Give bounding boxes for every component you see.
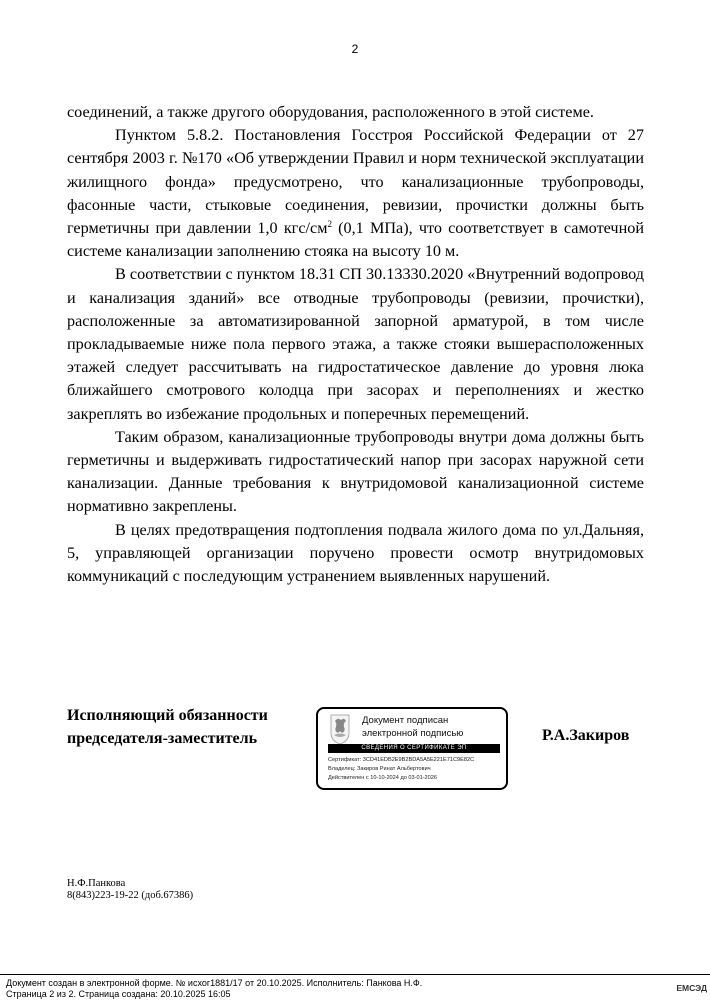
superscript-squared: 2 xyxy=(327,219,332,230)
page-number: 2 xyxy=(351,42,359,56)
paragraph-conclusion: Таким образом, канализационные трубопроводы внутри дома должны быть герметичны и выдерживать гидростатический напор при засорах наружной сети канализации. Данные требования к внутридомовой канализационной системе нормативно закреплены. xyxy=(67,427,644,516)
footer-document-info xyxy=(6,978,422,999)
paragraph-gosstroy xyxy=(67,124,644,263)
electronic-signature-stamp xyxy=(316,707,508,790)
paragraph-sp-30: В соответствии с пунктом 18.31 СП 30.13330.2020 «Внутренний водопровод и канализация зданий» все отводные трубопроводы (ревизии, прочистки), расположенные за автоматизированной запорной арматурой, в том числе прокладываемые ниже пола первого этажа, а также стояки вышерасположенных этажей следует рассчитывать на гидростатическое давление до уровня люка ближайшего смотрового колодца при засорах и переполнениях и жестко закреплять во избежание продольных и поперечных перемещений. xyxy=(67,265,644,423)
paragraph-continuation: соединений, а также другого оборудования, расположенного в этой системе. xyxy=(67,103,594,121)
paragraph-action: В целях предотвращения подтопления подвала жилого дома по ул.Дальняя, 5, управляющей организации поручено провести осмотр внутридомовых коммуникаций с последующим устранением выявленных нарушений. xyxy=(67,520,644,586)
ep-certificate-validity: Действителен с 10-10-2024 до 03-01-2026 xyxy=(328,775,437,781)
ep-certificate-header: СВЕДЕНИЯ О СЕРТИФИКАТЕ ЭП xyxy=(328,744,500,753)
footer-line2: Страница 2 из 2. Страница создана: 20.10.2025 16:05 xyxy=(6,988,231,999)
paragraph-gosstroy-text: Пунктом 5.8.2. Постановления Госстроя Российской Федерации от 27 сентября 2003 г. №170 «Об утверждении Правил и норм технической эксплуатации жилищного фонда» предусмотрено, что канализационные трубопроводы, фасонные части, стыковые соединения, ревизии, прочистки должны быть герметичны при давлении 1,0 кгс/см xyxy=(67,126,644,238)
signer-title-line2: председателя-заместитель xyxy=(67,730,258,747)
footer-divider xyxy=(0,974,710,975)
executor-phone: 8(843)223-19-22 (доб.67386) xyxy=(67,890,194,901)
footer-brand: ЕМСЭД xyxy=(676,983,707,993)
ep-stamp-title xyxy=(362,715,463,740)
executor-name: Н.Ф.Панкова xyxy=(67,878,126,889)
signer-title xyxy=(67,704,268,750)
signer-title-line1: Исполняющий обязанности xyxy=(67,707,268,724)
letter-body xyxy=(67,101,644,588)
paragraph-gosstroy-tail: (0,1 МПа), что соответствует в самотечной системе канализации заполнению стояка на высоту 10 м. xyxy=(67,219,644,261)
ep-stamp-title-line2: электронной подписью xyxy=(362,727,464,739)
ep-certificate-number: Сертификат: 3CD41EDB2E9B2BDA5A5E221E71C9E82C xyxy=(328,757,475,763)
coat-of-arms-icon xyxy=(329,713,351,745)
ep-stamp-title-line1: Документ подписан xyxy=(362,715,449,726)
signer-name: Р.А.Закиров xyxy=(542,727,630,744)
footer-line1: Документ создан в электронной форме. № исхог1881/17 от 20.10.2025. Исполнитель: Панкова Н.Ф. xyxy=(6,978,423,988)
ep-certificate-owner: Владелец: Закиров Ринат Альбертович xyxy=(328,766,431,772)
executor-info xyxy=(67,878,193,902)
